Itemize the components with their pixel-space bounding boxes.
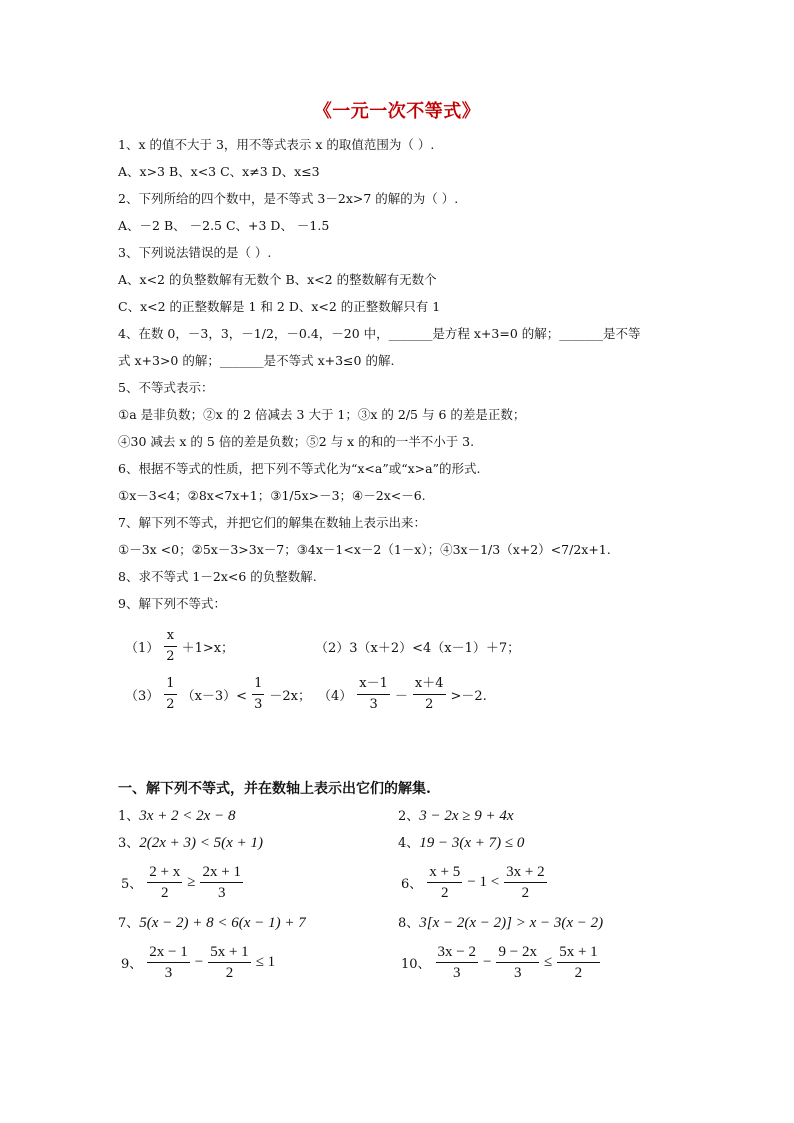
denominator: 2 [166,697,175,712]
operator: ≤ 1 [255,954,276,970]
fraction [147,942,189,983]
exercise-4 [398,832,524,852]
exercise-expression: 3 − 2x ≥ 9 + 4x [419,808,514,824]
fraction [413,674,446,715]
question-2-options: A、－2 B、 －2.5 C、+3 D、 －1.5 [118,218,330,233]
exercise-3 [118,832,263,852]
exercise-number: 6、 [401,877,423,892]
fraction [164,674,176,715]
numerator: 3x − 2 [436,942,478,963]
exercise-number: 10、 [401,957,431,972]
exercise-5 [118,862,245,903]
operator: − 1 < [467,874,500,890]
question-5-items-b: ④30 减去 x 的 5 倍的差是负数；⑤2 与 x 的和的一半不小于 3. [118,434,475,449]
exercise-6 [398,862,549,903]
question-8: 8、求不等式 1－2x<6 的负整数解. [118,569,317,584]
numerator: 2 + x [147,862,182,883]
exercise-expression: 5(x − 2) + 8 < 6(x − 1) + 7 [139,915,306,931]
numerator: x + 5 [427,862,462,883]
fraction [557,942,599,983]
denominator: 3 [513,965,522,981]
question-9: 9、解下列不等式： [118,596,226,611]
denominator: 3 [164,965,173,981]
exercise-8 [398,912,603,932]
exercise-number: 7、 [118,916,140,931]
q9-item-3-rest: －2x； [269,689,311,704]
fraction [496,942,538,983]
numerator: 2x − 1 [147,942,189,963]
denominator: 2 [225,965,234,981]
numerator: x＋4 [413,674,446,695]
exercise-expression: 2(2x + 3) < 5(x + 1) [139,835,263,851]
question-3-options-ab: A、x<2 的负整数解有无数个 B、x<2 的整数解有无数个 [118,272,437,287]
minus-sign: － [394,689,408,704]
numerator: 5x + 1 [208,942,250,963]
exercise-number: 4、 [398,836,420,851]
section-heading: 一、解下列不等式，并在数轴上表示出它们的解集. [118,781,431,797]
fraction [357,674,390,715]
question-5: 5、不等式表示： [118,380,214,395]
numerator: 9 − 2x [496,942,538,963]
operator: ≥ [187,874,196,890]
numerator: x－1 [357,674,390,695]
denominator: 3 [254,697,263,712]
q9-item-4-label: （4） [318,689,353,704]
numerator: 1 [252,674,264,695]
q9-item-1 [122,626,237,667]
question-6: 6、根据不等式的性质，把下列不等式化为“x<a”或“x>a”的形式. [118,461,481,476]
q9-item-1-label: （1） [125,641,160,656]
exercise-expression: 3[x − 2(x − 2)] > x − 3(x − 2) [419,915,604,931]
question-3: 3、下列说法错误的是（ ）. [118,245,272,260]
question-1-options: A、x>3 B、x<3 C、x≠3 D、x≤3 [118,164,320,179]
exercise-number: 1、 [118,809,140,824]
fraction [436,942,478,983]
exercise-number: 9、 [121,957,143,972]
denominator: 2 [574,965,583,981]
numerator: 1 [164,674,176,695]
question-7: 7、解下列不等式，并把它们的解集在数轴上表示出来： [118,515,426,530]
q9-item-2: （2）3（x＋2）<4（x－1）＋7； [315,641,521,656]
fraction [427,862,462,903]
question-6-items: ①x－3<4；②8x<7x+1；③1/5x>－3；④－2x<－6. [118,488,426,503]
question-4-line-1: 4、在数 0，－3，3，－1/2，－0.4，－20 中，_______是方程 x+3=0 的解；_______是不等 [118,326,641,341]
exercise-number: 5、 [121,877,143,892]
fraction [208,942,250,983]
question-5-items-a: ①a 是非负数；②x 的 2 倍减去 3 大于 1；③x 的 2/5 与 6 的差是正数； [118,407,526,422]
operator: ≤ [543,954,553,970]
numerator: 2x + 1 [200,862,242,883]
exercise-9 [118,942,278,983]
q9-item-3-mid: （x－3）< [181,689,248,704]
exercise-expression: 19 − 3(x + 7) ≤ 0 [419,835,525,851]
fraction [252,674,264,715]
denominator: 2 [425,697,434,712]
numerator: x [164,626,176,647]
numerator: 3x + 2 [504,862,546,883]
denominator: 3 [369,697,378,712]
denominator: 2 [521,885,530,901]
question-4-line-2: 式 x+3>0 的解；_______是不等式 x+3≤0 的解. [118,353,395,368]
question-1: 1、x 的值不大于 3，用不等式表示 x 的取值范围为（ ）. [118,137,435,152]
question-3-options-cd: C、x<2 的正整数解是 1 和 2 D、x<2 的正整数解只有 1 [118,299,441,314]
document-title: 《一元一次不等式》 [313,101,481,122]
exercise-expression: 3x + 2 < 2x − 8 [139,808,236,824]
q9-item-1-rest: ＋1>x； [181,641,235,656]
denominator: 2 [441,885,449,901]
exercise-number: 3、 [118,836,140,851]
fraction [147,862,182,903]
denominator: 3 [453,965,461,981]
q9-item-4 [315,674,490,715]
exercise-1 [118,805,235,825]
operator: − [483,954,492,970]
denominator: 2 [161,885,169,901]
exercise-10 [398,942,602,983]
exercise-number: 2、 [398,809,420,824]
question-7-items: ①－3x <0；②5x－3>3x－7；③4x－1<x－2（1－x）；④3x－1/3（x+2）<7/2x+1. [118,542,611,557]
operator: − [194,954,204,970]
denominator: 3 [217,885,226,901]
q9-item-3 [122,674,314,715]
q9-item-4-rest: >－2. [450,689,487,704]
exercise-7 [118,912,306,932]
denominator: 2 [166,649,175,664]
exercise-2 [398,805,514,825]
numerator: 5x + 1 [557,942,599,963]
fraction [200,862,242,903]
fraction [164,626,176,667]
q9-item-3-label: （3） [125,689,160,704]
question-2: 2、下列所给的四个数中，是不等式 3－2x>7 的解的为（ ）. [118,191,459,206]
exercise-number: 8、 [398,916,420,931]
fraction [504,862,546,903]
